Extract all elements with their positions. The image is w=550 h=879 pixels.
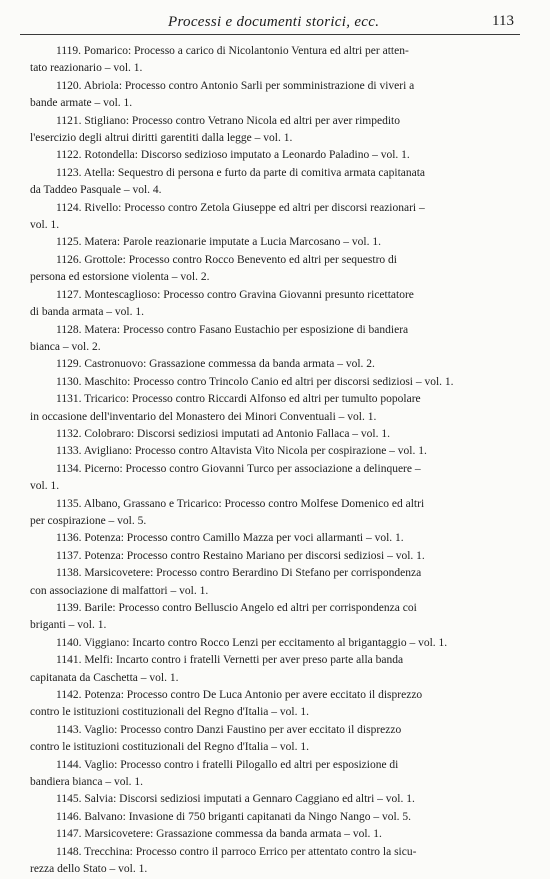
catalogue-entry xyxy=(30,391,512,426)
page-number: 113 xyxy=(492,13,514,29)
entry-line: contro le istituzioni costituzionali del Regno d'Italia – vol. 1. xyxy=(30,706,309,719)
catalogue-entry xyxy=(30,356,512,373)
entry-line: 1137. Potenza: Processo contro Restaino Mariano per discorsi sediziosi – vol. 1. xyxy=(56,549,425,562)
catalogue-entry xyxy=(30,147,512,164)
entry-line: 1126. Grottole: Processo contro Rocco Benevento ed altri per sequestro di xyxy=(56,253,397,266)
entry-line: tato reazionario – vol. 1. xyxy=(30,62,143,75)
catalogue-entry xyxy=(30,844,512,879)
entry-line: 1128. Matera: Processo contro Fasano Eustachio per esposizione di bandiera xyxy=(56,323,409,336)
entry-line: 1130. Maschito: Processo contro Trincolo Canio ed altri per discorsi sediziosi – vol. 1. xyxy=(56,375,454,388)
catalogue-entry xyxy=(30,791,512,808)
catalogue-entry xyxy=(30,252,512,287)
entry-line: 1135. Albano, Grassano e Tricarico: Processo contro Molfese Domenico ed altri xyxy=(56,497,425,510)
catalogue-entry xyxy=(30,652,512,687)
entry-line: 1121. Stigliano: Processo contro Vetrano Nicola ed altri per aver rimpedito xyxy=(56,114,400,127)
entry-line: vol. 1. xyxy=(30,219,60,232)
entry-line: rezza dello Stato – vol. 1. xyxy=(30,863,148,876)
catalogue-entry xyxy=(30,565,512,600)
entry-line: bianca – vol. 2. xyxy=(30,340,101,353)
catalogue-entry xyxy=(30,234,512,251)
catalogue-entry xyxy=(30,687,512,722)
entry-line: 1145. Salvia: Discorsi sediziosi imputati a Gennaro Caggiano ed altri – vol. 1. xyxy=(56,793,415,806)
catalogue-entry xyxy=(30,113,512,148)
catalogue-entry xyxy=(30,548,512,565)
catalogue-entry xyxy=(30,809,512,826)
catalogue-entry xyxy=(30,635,512,652)
entry-line: capitanata da Caschetta – vol. 1. xyxy=(30,671,179,684)
catalogue-entry xyxy=(30,43,512,78)
entry-line: 1138. Marsicovetere: Processo contro Berardino Di Stefano per corrispondenza xyxy=(56,567,422,580)
entry-line: 1140. Viggiano: Incarto contro Rocco Lenzi per eccitamento al brigantaggio – vol. 1. xyxy=(56,636,448,649)
running-header xyxy=(20,12,520,35)
catalogue-entry xyxy=(30,461,512,496)
entry-line: con associazione di malfattori – vol. 1. xyxy=(30,584,209,597)
entries-list xyxy=(30,43,512,879)
catalogue-entry xyxy=(30,443,512,460)
entry-line: 1125. Matera: Parole reazionarie imputate a Lucia Marcosano – vol. 1. xyxy=(56,236,381,249)
entry-line: 1124. Rivello: Processo contro Zetola Giuseppe ed altri per discorsi reazionari – xyxy=(56,201,425,214)
entry-line: 1129. Castronuovo: Grassazione commessa da banda armata – vol. 2. xyxy=(56,358,375,371)
entry-line: 1136. Potenza: Processo contro Camillo Mazza per voci allarmanti – vol. 1. xyxy=(56,532,404,545)
entry-line: bande armate – vol. 1. xyxy=(30,97,133,110)
entry-line: 1148. Trecchina: Processo contro il parroco Errico per attentato contro la sicu- xyxy=(56,845,417,858)
entry-line: 1146. Balvano: Invasione di 750 briganti capitanati da Ningo Nango – vol. 5. xyxy=(56,810,412,823)
entry-line: 1122. Rotondella: Discorso sedizioso imputato a Leonardo Paladino – vol. 1. xyxy=(56,149,410,162)
header-title: Processi e documenti storici, ecc. xyxy=(168,14,380,30)
entry-line: 1142. Potenza: Processo contro De Luca Antonio per avere eccitato il disprezzo xyxy=(56,689,423,702)
entry-line: 1120. Abriola: Processo contro Antonio Sarli per somministrazione di viveri a xyxy=(56,79,415,92)
catalogue-entry xyxy=(30,757,512,792)
entry-line: 1132. Colobraro: Discorsi sediziosi imputati ad Antonio Fallaca – vol. 1. xyxy=(56,427,390,440)
entry-line: 1127. Montescaglioso: Processo contro Gravina Giovanni presunto ricettatore xyxy=(56,288,414,301)
entry-line: bandiera bianca – vol. 1. xyxy=(30,776,144,789)
entry-line: l'esercizio degli altrui diritti garentiti dalla legge – vol. 1. xyxy=(30,132,293,145)
entry-line: in occasione dell'inventario del Monastero dei Minori Conventuali – vol. 1. xyxy=(30,410,377,423)
entry-line: di banda armata – vol. 1. xyxy=(30,306,145,319)
catalogue-entry xyxy=(30,496,512,531)
catalogue-entry xyxy=(30,165,512,200)
entry-line: 1131. Tricarico: Processo contro Riccardi Alfonso ed altri per tumulto popolare xyxy=(56,393,421,406)
catalogue-entry xyxy=(30,78,512,113)
entry-line: per cospirazione – vol. 5. xyxy=(30,514,147,527)
catalogue-entry xyxy=(30,600,512,635)
catalogue-entry xyxy=(30,287,512,322)
catalogue-entry xyxy=(30,200,512,235)
entry-line: da Taddeo Pasquale – vol. 4. xyxy=(30,184,162,197)
entry-line: 1141. Melfi: Incarto contro i fratelli Vernetti per aver preso parte alla banda xyxy=(56,654,404,667)
entry-line: 1134. Picerno: Processo contro Giovanni Turco per associazione a delinquere – xyxy=(56,462,421,475)
entry-line: 1119. Pomarico: Processo a carico di Nicolantonio Ventura ed altri per atten- xyxy=(56,45,409,57)
entry-line: 1123. Atella: Sequestro di persona e furto da parte di comitiva armata capitanata xyxy=(56,166,426,179)
entry-line: briganti – vol. 1. xyxy=(30,619,107,632)
entry-line: persona ed estorsione violenta – vol. 2. xyxy=(30,271,210,284)
catalogue-entry xyxy=(30,826,512,843)
catalogue-entry xyxy=(30,374,512,391)
entry-line: 1144. Vaglio: Processo contro i fratelli Pilogallo ed altri per esposizione di xyxy=(56,758,399,771)
entry-line: 1147. Marsicovetere: Grassazione commessa da banda armata – vol. 1. xyxy=(56,828,382,841)
catalogue-entry xyxy=(30,426,512,443)
entry-line: 1143. Vaglio: Processo contro Danzi Faustino per aver eccitato il disprezzo xyxy=(56,723,402,736)
entry-line: vol. 1. xyxy=(30,480,60,493)
catalogue-entry xyxy=(30,722,512,757)
entry-line: 1133. Avigliano: Processo contro Altavista Vito Nicola per cospirazione – vol. 1. xyxy=(56,445,427,458)
entry-line: 1139. Barile: Processo contro Belluscio Angelo ed altri per corrispondenza coi xyxy=(56,602,417,614)
catalogue-entry xyxy=(30,322,512,357)
catalogue-entry xyxy=(30,530,512,547)
entry-line: contro le istituzioni costituzionali del Regno d'Italia – vol. 1. xyxy=(30,741,309,754)
